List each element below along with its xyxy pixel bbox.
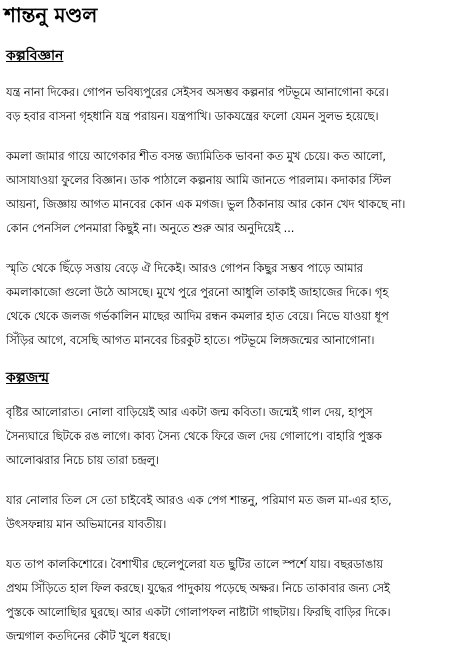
text-line: কমলা জামার গায়ে আগেকার শীত বসন্ত জ্যামিতিক ভাবনা কত মুখ চেয়ে। কত আলো, <box>6 149 386 163</box>
text-line: কমলাকাজো গুলো উঠে আসছে। মুখে পুরে পুরনো আধুলি তাকাই জাহাজের দিকে। গৃহ <box>6 285 389 299</box>
text-line: বৃষ্টির আলোরাত। নোলা বাড়িয়েই আর একটা জন্ম কবিতা। জন্মেই গাল দেয়, হাপুস <box>6 405 373 419</box>
paragraph <box>6 488 450 536</box>
text-line: সৈন্যঘারে ছিটকে রঙ লাগে। কাব্য সৈন্য থেকে ফিরে জল দেয় গোলাপে। বাহারি পুস্তক <box>6 429 382 443</box>
text-line: থেকে থেকে জলজ গর্ভকালিন মাছের আদিম রন্ধন কমলার হাত বেয়ে। নিভে যাওয়া ধূপ <box>6 309 389 323</box>
paragraph <box>6 144 450 240</box>
section-title-kalpajanma: কল্পজন্ম <box>6 370 49 386</box>
text-line: স্মৃতি থেকে ছিঁড়ে সত্তায় বেড়ে ঐ দিকেই। আরও গোপন কিছুর সম্ভব পাড়ে আমার <box>6 261 363 275</box>
text-line: জন্মগাল কতদিনের কৌট খুলে ধরছে। <box>6 629 171 643</box>
paragraph <box>6 400 450 472</box>
text-line: প্রথম সিঁড়িতে হাল ফিল করছে। যুদ্ধের পাদুকায় পড়েছে অক্ষর। নিচে তাকাবার জন্য সেই <box>6 581 390 595</box>
text-line: পুস্তকে আলোছাির ঘুরছে। আর একটা গোলাপফল নাষ্টাটা গাছটায়। ফিরছি বাড়ির দিকে। <box>6 605 391 619</box>
text-line: আলোঝরার নিচে চায় তারা চন্দ্রলু। <box>6 453 159 467</box>
text-line: সিঁড়ির আগে, বসেছি আগত মানবের চিরকুট হাতে। পটভূমে লিঙ্গজন্মের আনাগোনা। <box>6 333 375 347</box>
paragraph <box>6 256 450 352</box>
text-line: কোন পেনসিল পেনমারা কিছুই না। অনুতে শুরু আর অনুদিয়েই ... <box>6 221 295 235</box>
paragraph <box>6 80 450 128</box>
text-line: যন্ত্র নানা দিকের। গোপন ভবিষ্যপুরের সেইসব অসম্ভব কল্পনার পটভূমে আনাগোনা করে। <box>6 85 389 99</box>
text-line: যত তাপ কালকিশোরে। বৈশাখীর ছেলেপুলেরা যত ছুটির তালে স্পর্শে যায়। বছরডাঙায় <box>6 557 383 571</box>
text-line: উৎসফন্নায় মান অভিমানের যাবতীয়। <box>6 517 167 531</box>
text-line: যার নোলার তিল সে তো চাইবেই আরও এক পেগ শান্তনু, পরিমাণ মত জল মা-এর হাত, <box>6 493 392 507</box>
text-line: আয়না, জিজ্ঞায় আগত মানবের কোন এক মগজ। ভুল ঠিকানায় আর কোন খেদ থাকছে না। <box>6 197 406 211</box>
text-line: আসাযাওয়া ফুলের বিজ্ঞান। ডাক পাঠালে কল্পনায় আমি জানতে পারলাম। কদাকার স্টিল <box>6 173 391 187</box>
text-line: বড় হবার বাসনা গৃহধানি যন্ত্র পরায়ন। যন্ত্রপাখি। ডাকযন্ত্রের ফলো যেমন সুলভ হয়েছে। <box>6 109 379 123</box>
paragraph <box>6 552 450 648</box>
author-name: শান্তনু মণ্ডল <box>4 3 98 27</box>
section-title-kalpabigyan: কল্পবিজ্ঞান <box>6 48 64 64</box>
